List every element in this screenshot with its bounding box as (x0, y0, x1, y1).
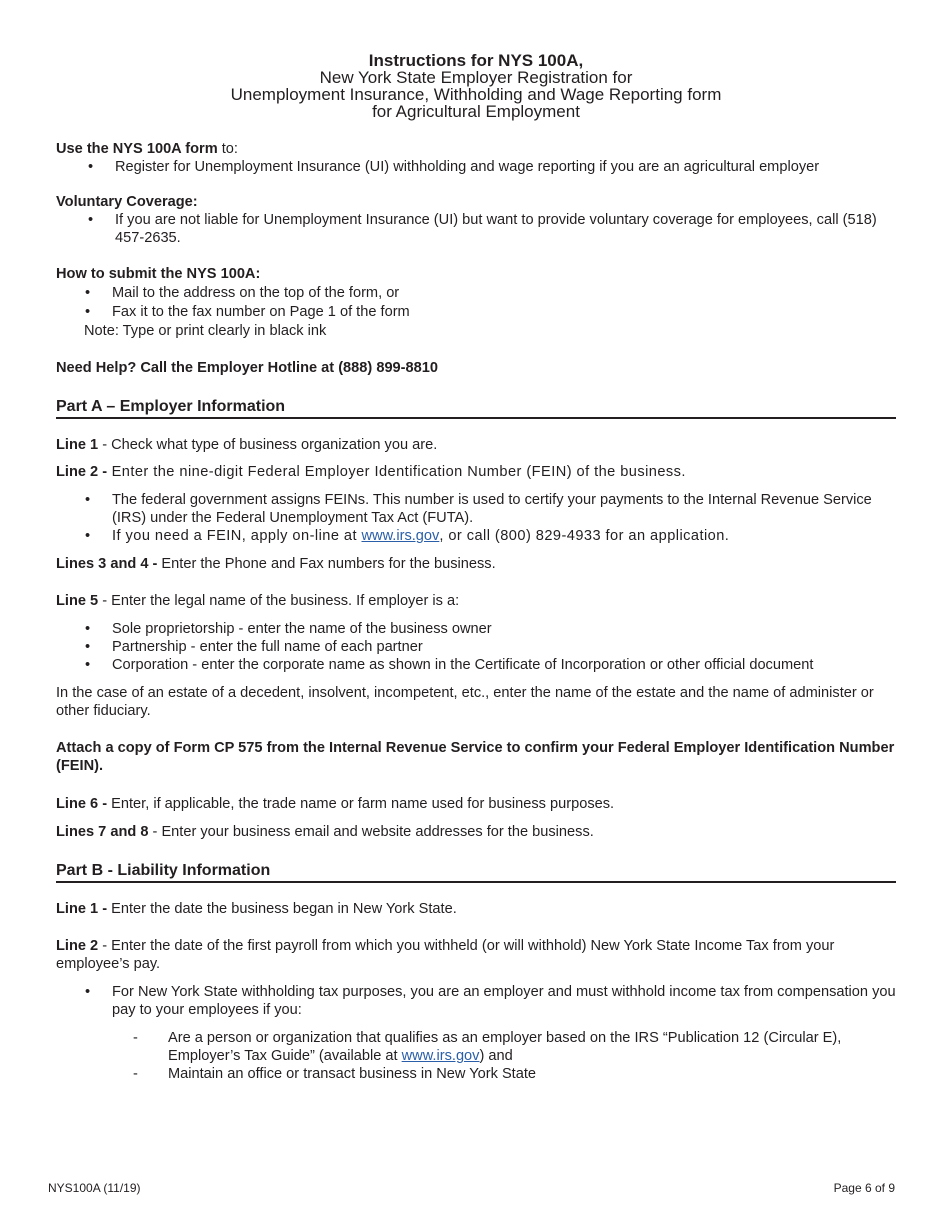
footer-form-id: NYS100A (11/19) (48, 1181, 141, 1195)
list-item (56, 158, 896, 176)
voluntary-list (56, 211, 896, 247)
line-text: - Enter your business email and website addresses for the business. (148, 824, 594, 840)
part-b-line-1 (56, 900, 896, 918)
list-item-text: For New York State withholding tax purposes, you are an employer and must withhold income tax from compensation you pay to your employees if you: (112, 984, 896, 1018)
help-hotline: Need Help? Call the Employer Hotline at (888) 899-8810 (56, 360, 438, 376)
title-line-4: for Agricultural Employment (372, 102, 580, 121)
part-a-line-1 (56, 436, 896, 454)
bullet-icon: • (85, 984, 91, 1000)
irs-link[interactable]: www.irs.gov (361, 528, 440, 544)
list-item-text: Maintain an office or transact business in New York State (168, 1066, 537, 1082)
line-label: Line 6 - (56, 796, 108, 812)
part-a-line-2-list (56, 491, 896, 545)
bullet-icon: • (88, 212, 94, 228)
irs-link[interactable]: www.irs.gov (401, 1048, 480, 1064)
list-item-text: If you are not liable for Unemployment Insurance (UI) but want to provide voluntary coverage for employees, call (518) 457-2635. (115, 212, 877, 246)
list-item-text: If you need a FEIN, apply on-line at (112, 528, 362, 544)
line-text: Enter, if applicable, the trade name or farm name used for business purposes. (107, 796, 615, 812)
part-a-line-2 (56, 463, 896, 481)
list-item-text: ) and (479, 1048, 513, 1064)
list-item (56, 656, 896, 674)
list-item-text: Sole proprietorship - enter the name of the business owner (112, 621, 492, 637)
line-label: Line 2 - (56, 464, 108, 480)
part-a-line-6 (56, 795, 896, 813)
document-page (56, 52, 896, 1083)
document-title (56, 52, 896, 120)
list-item-text: Corporation - enter the corporate name as shown in the Certificate of Incorporation or other official document (112, 657, 814, 673)
list-item (56, 284, 896, 302)
part-a-line-5 (56, 592, 896, 610)
submit-note: Note: Type or print clearly in black ink (84, 323, 327, 339)
list-item (56, 1029, 896, 1065)
title-line-3: Unemployment Insurance, Withholding and Wage Reporting form (230, 85, 722, 104)
list-item (56, 527, 896, 545)
line-text: Enter the Phone and Fax numbers for the business. (157, 556, 496, 572)
part-a-lines-7-8 (56, 823, 896, 841)
line-text: - Enter the legal name of the business. If employer is a: (98, 593, 460, 609)
bullet-icon: • (85, 492, 91, 508)
part-b-line-2 (56, 937, 896, 973)
list-item (56, 1065, 896, 1083)
line-label: Line 2 (56, 938, 99, 954)
bullet-icon: • (85, 304, 91, 320)
part-b-heading: Part B - Liability Information (56, 861, 896, 883)
bullet-icon: • (85, 285, 91, 301)
dash-icon: - (133, 1066, 138, 1082)
part-b-dash-list (56, 1029, 896, 1083)
footer-page-number: Page 6 of 9 (833, 1181, 895, 1195)
line-label: Line 1 (56, 437, 99, 453)
bullet-icon: • (85, 528, 91, 544)
list-item-text: Fax it to the fax number on Page 1 of the form (112, 304, 410, 320)
use-form-heading-rest: to: (217, 141, 238, 157)
list-item-text: The federal government assigns FEINs. This number is used to certify your payments to the Internal Revenue Service (IRS) under the Federal Unemployment Tax Act (FUTA). (112, 492, 872, 526)
attach-cp575-notice: Attach a copy of Form CP 575 from the Internal Revenue Service to confirm your Federal Employer Identification Number (FEIN). (56, 740, 895, 774)
line-label: Lines 7 and 8 (56, 824, 149, 840)
list-item (56, 638, 896, 656)
estate-paragraph: In the case of an estate of a decedent, insolvent, incompetent, etc., enter the name of the estate and the name of administer or other fiduciary. (56, 685, 874, 719)
voluntary-heading: Voluntary Coverage: (56, 194, 198, 210)
title-line-2: New York State Employer Registration for (319, 68, 633, 87)
title-line-1: Instructions for NYS 100A, (368, 51, 584, 70)
dash-icon: - (133, 1030, 138, 1046)
submit-list (56, 284, 896, 321)
line-label: Lines 3 and 4 - (56, 556, 158, 572)
part-a-heading: Part A – Employer Information (56, 397, 896, 419)
list-item-text: , or call (800) 829-4933 for an application. (439, 528, 730, 544)
bullet-icon: • (85, 657, 91, 673)
part-a-line-5-list (56, 620, 896, 674)
list-item-text: Register for Unemployment Insurance (UI) withholding and wage reporting if you are an agricultural employer (115, 159, 820, 175)
bullet-icon: • (88, 159, 94, 175)
list-item (56, 211, 896, 247)
list-item-text: Mail to the address on the top of the form, or (112, 285, 400, 301)
line-text: Enter the nine-digit Federal Employer Identification Number (FEIN) of the business. (107, 464, 686, 480)
submit-heading: How to submit the NYS 100A: (56, 266, 261, 282)
list-item (56, 491, 896, 527)
part-a-lines-3-4 (56, 555, 896, 573)
line-text: Enter the date the business began in New York State. (107, 901, 457, 917)
use-form-heading (56, 140, 896, 158)
list-item (56, 983, 896, 1019)
line-label: Line 5 (56, 593, 99, 609)
use-form-heading-bold: Use the NYS 100A form (56, 141, 218, 157)
list-item (56, 620, 896, 638)
line-text: - Enter the date of the first payroll from which you withheld (or will withhold) New York State Income Tax from your employee’s pay. (56, 938, 835, 972)
list-item (56, 303, 896, 321)
use-form-list (56, 158, 896, 176)
list-item-text: Are a person or organization that qualifies as an employer based on the IRS “Publication 12 (Circular E), Employer’s Tax Guide” (available at (168, 1030, 842, 1064)
bullet-icon: • (85, 621, 91, 637)
bullet-icon: • (85, 639, 91, 655)
line-text: - Check what type of business organization you are. (98, 437, 438, 453)
list-item-text: Partnership - enter the full name of each partner (112, 639, 423, 655)
line-label: Line 1 - (56, 901, 108, 917)
part-b-line-2-list (56, 983, 896, 1019)
